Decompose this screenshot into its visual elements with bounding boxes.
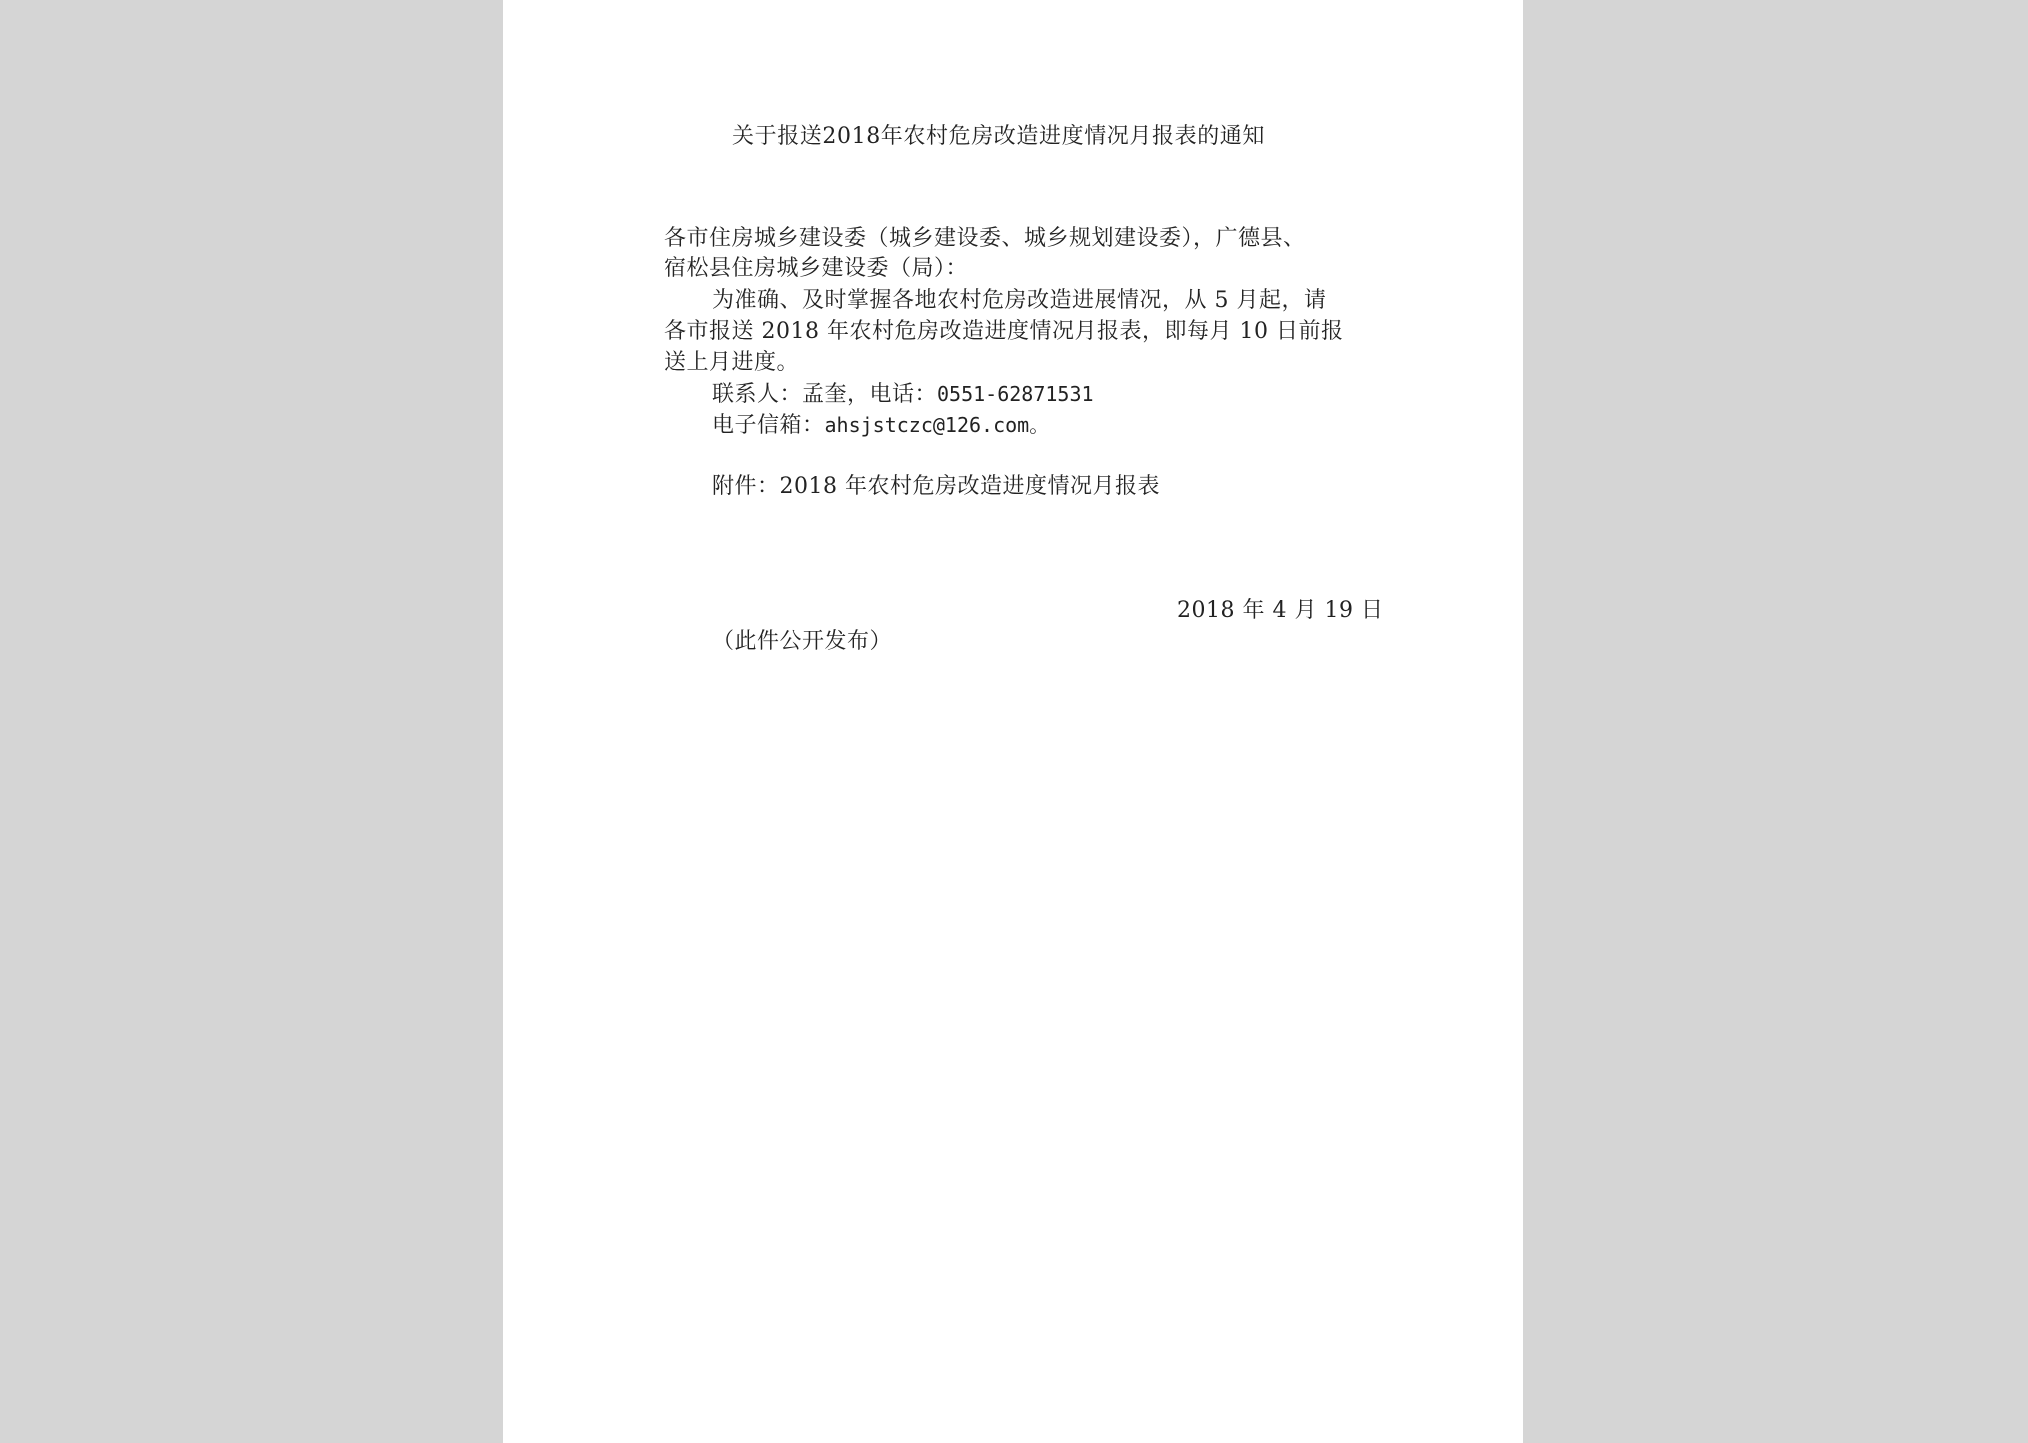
contact-phone: 0551-62871531 xyxy=(937,382,1094,406)
body-line-3: 送上月进度。 xyxy=(664,350,800,375)
attachment-line: 附件：2018 年农村危房改造进度情况月报表 xyxy=(712,474,1160,499)
email-label: 电子信箱： xyxy=(712,413,825,438)
contact-line xyxy=(712,379,1094,410)
recipient-line-1: 各市住房城乡建设委（城乡建设委、城乡规划建设委），广德县、 xyxy=(664,226,1306,251)
document-page xyxy=(503,0,1523,1443)
document-title: 关于报送2018年农村危房改造进度情况月报表的通知 xyxy=(732,124,1265,149)
email-address: ahsjstczc@126.com。 xyxy=(824,413,1050,437)
body-line-1: 为准确、及时掌握各地农村危房改造进展情况，从 5 月起，请 xyxy=(712,288,1327,313)
publish-note: （此件公开发布） xyxy=(712,629,893,654)
body-line-2: 各市报送 2018 年农村危房改造进度情况月报表，即每月 10 日前报 xyxy=(664,319,1344,344)
email-line xyxy=(712,410,1049,441)
document-date: 2018 年 4 月 19 日 xyxy=(1177,598,1384,623)
recipient-line-2: 宿松县住房城乡建设委（局）： xyxy=(664,256,969,281)
contact-label: 联系人：孟奎，电话： xyxy=(712,382,938,407)
